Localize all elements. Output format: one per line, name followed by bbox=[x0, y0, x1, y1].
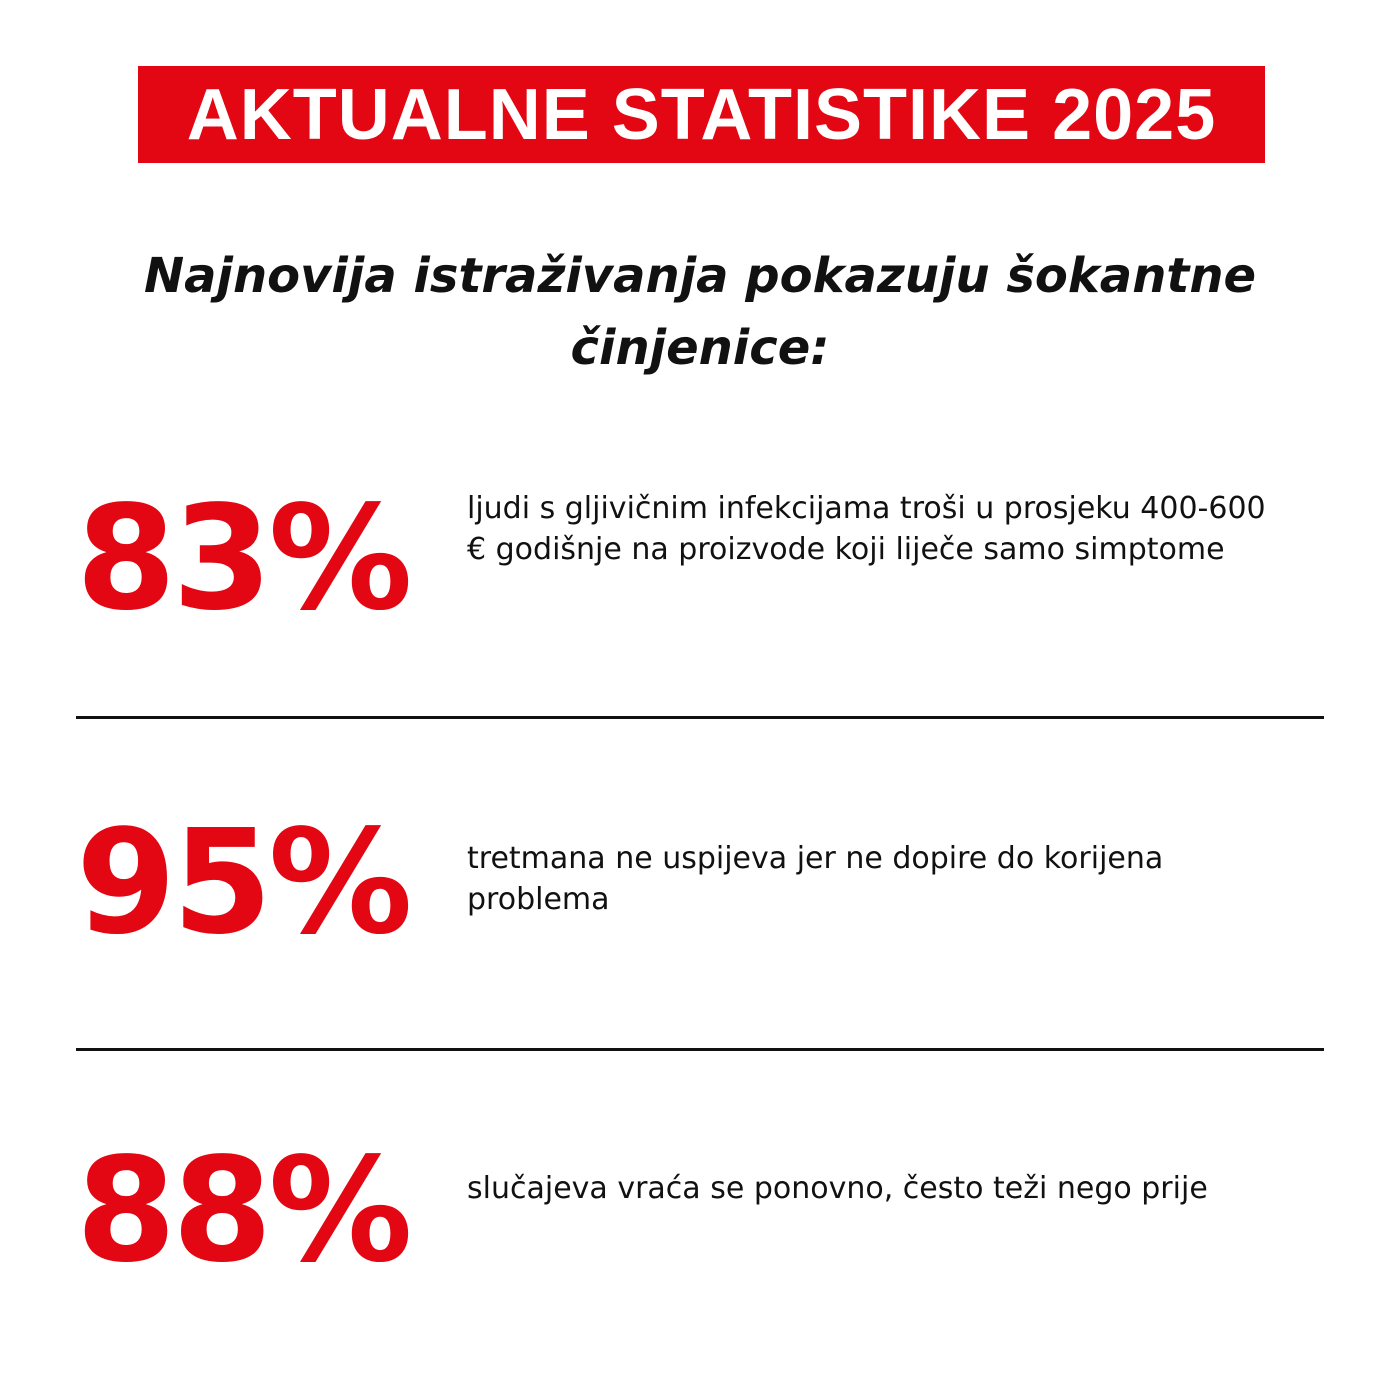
stat-description-3: slučajeva vraća se ponovno, često teži nego prije bbox=[467, 1171, 1208, 1206]
stat-value-1: 83% bbox=[76, 474, 409, 642]
stat-value-3: 88% bbox=[76, 1126, 409, 1294]
subtitle: Najnovija istraživanja pokazuju šokantne činjenice: bbox=[143, 248, 1257, 376]
stat-row-2 bbox=[76, 798, 1324, 966]
stat-description-2: tretmana ne uspijeva jer ne dopire do korijena problema bbox=[467, 841, 1164, 917]
stat-row-3 bbox=[76, 1126, 1324, 1294]
divider-1 bbox=[76, 716, 1324, 719]
stat-description-1: ljudi s gljivičnim infekcijama troši u prosjeku 400-600 € godišnje na proizvode koji liječe samo simptome bbox=[467, 491, 1266, 567]
header-title: AKTUALNE STATISTIKE 2025 bbox=[186, 74, 1217, 155]
divider-2 bbox=[76, 1048, 1324, 1051]
stat-value-2: 95% bbox=[76, 798, 409, 966]
stat-row-1 bbox=[76, 474, 1324, 642]
header-banner bbox=[138, 66, 1265, 163]
